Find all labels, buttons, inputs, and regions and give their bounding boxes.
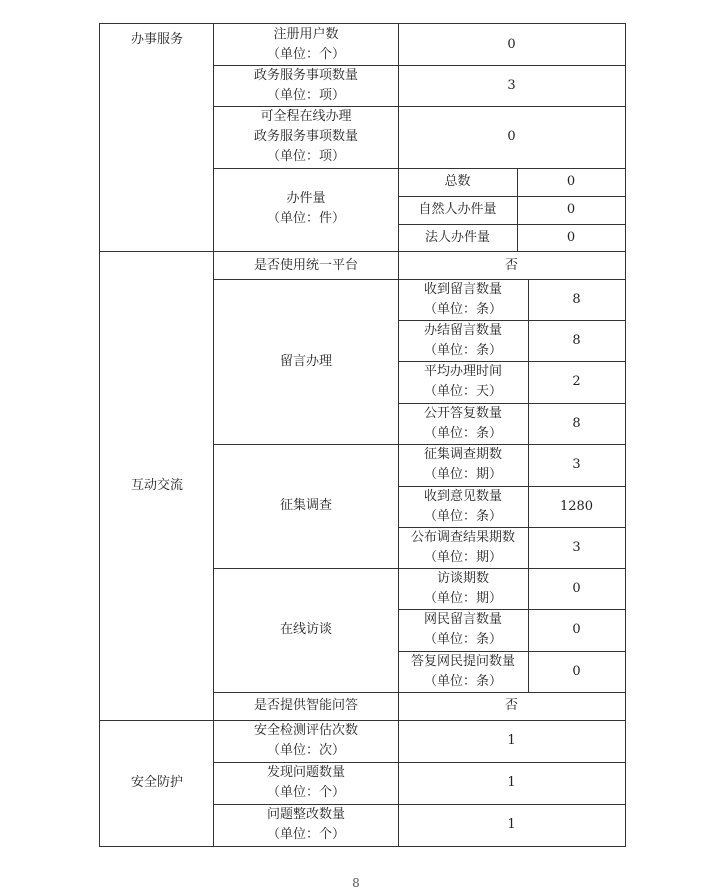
row-divider <box>214 279 626 280</box>
sub-label-text: 自然人办件量 <box>418 202 497 217</box>
value-text: 0 <box>566 230 576 245</box>
row-divider <box>398 651 626 652</box>
table-border-bottom <box>100 846 626 847</box>
sub-label-text: 答复网民提问数量 <box>410 653 515 669</box>
row-divider <box>214 762 626 763</box>
sub-label-unit: （单位：条） <box>423 508 502 524</box>
category-label: 办事服务 <box>130 32 183 47</box>
table-border-left <box>99 23 100 847</box>
row-divider <box>398 361 626 362</box>
sub-label-unit: （单位：条） <box>423 301 502 317</box>
table-border-right <box>625 23 626 847</box>
section-divider <box>100 720 626 721</box>
sub-label-survey-periods <box>398 444 528 486</box>
value-text: 1 <box>507 817 516 832</box>
value-text: 0 <box>507 129 516 144</box>
row-divider <box>214 444 626 445</box>
value-text: 0 <box>572 663 581 679</box>
value-text: 0 <box>566 202 576 217</box>
item-issues-fixed <box>214 804 398 846</box>
value-natural-person <box>517 196 625 224</box>
sub-label-total <box>398 168 517 196</box>
value-avg-time <box>528 361 625 403</box>
value-interview-periods <box>528 568 625 609</box>
category-service <box>100 24 214 250</box>
value-unified-platform <box>398 252 625 279</box>
value-text: 3 <box>507 77 516 93</box>
value-text: 3 <box>572 539 581 555</box>
sub-label-text: 收到留言数量 <box>423 281 502 297</box>
column-divider <box>213 23 214 847</box>
sub-label-text: 法人办件量 <box>424 230 490 245</box>
value-security-tests <box>398 720 625 762</box>
row-divider <box>398 403 626 404</box>
column-divider <box>517 168 518 252</box>
sub-label-unit: （单位：条） <box>423 342 502 358</box>
item-label: 征集调查 <box>279 498 332 513</box>
value-text: 1 <box>507 733 516 748</box>
value-text: 1280 <box>559 498 594 514</box>
value-issues-fixed <box>398 804 625 846</box>
value-text: 8 <box>572 415 581 431</box>
row-divider <box>398 224 626 225</box>
category-interaction <box>100 252 214 720</box>
row-divider <box>214 568 626 569</box>
value-online-service-count <box>398 106 625 168</box>
item-online-service-count <box>214 106 398 168</box>
item-smart-qa <box>214 692 398 720</box>
item-label: 安全检测评估次数 <box>253 723 358 738</box>
item-issues-found <box>214 762 398 804</box>
item-service-count <box>214 65 398 106</box>
value-text: 8 <box>572 332 581 348</box>
value-results-published <box>528 527 625 568</box>
item-label: 注册用户数 <box>273 26 339 42</box>
value-netizen-messages <box>528 609 625 651</box>
value-text: 3 <box>572 457 581 472</box>
value-survey-periods <box>528 444 625 486</box>
value-service-count <box>398 65 625 106</box>
sub-label-unit: （单位：条） <box>423 425 502 441</box>
sub-label-text: 公开答复数量 <box>423 405 502 421</box>
sub-label-legal-person <box>398 224 517 252</box>
row-divider <box>214 106 626 107</box>
sub-label-interview-periods <box>398 568 528 609</box>
item-unit: （单位：项） <box>266 149 345 164</box>
value-total <box>517 168 625 196</box>
value-issues-found <box>398 762 625 804</box>
item-security-tests <box>214 720 398 762</box>
row-divider <box>214 804 626 805</box>
item-unit: （单位：次） <box>266 743 345 758</box>
value-text: 0 <box>566 174 576 189</box>
sub-label-text: 访谈期数 <box>436 570 489 586</box>
item-label: 政务服务事项数量 <box>253 67 358 83</box>
value-registered-users <box>398 24 625 65</box>
item-unit: （单位：个） <box>266 46 345 62</box>
value-smart-qa <box>398 692 625 720</box>
value-text: 2 <box>572 374 581 389</box>
sub-label-questions-answered <box>398 651 528 692</box>
value-text: 0 <box>572 580 581 596</box>
sub-label-text: 总数 <box>444 174 471 189</box>
sub-label-unit: （单位：条） <box>423 673 502 689</box>
row-divider <box>214 692 626 693</box>
sub-label-unit: （单位：期） <box>423 467 502 482</box>
item-label: 发现问题数量 <box>266 765 345 780</box>
sub-label-netizen-messages <box>398 609 528 651</box>
item-unit: （单位：个） <box>266 785 345 800</box>
row-divider <box>214 168 626 169</box>
value-public-replies <box>528 403 625 444</box>
item-unit: （单位：项） <box>266 87 345 103</box>
sub-label-unit: （单位：期） <box>423 590 502 606</box>
row-divider <box>214 65 626 66</box>
sub-label-results-published <box>398 527 528 568</box>
value-text: 0 <box>507 36 516 52</box>
sub-label-unit: （单位：条） <box>423 632 502 647</box>
sub-label-text: 网民留言数量 <box>423 612 502 627</box>
sub-label-text: 办结留言数量 <box>423 322 502 338</box>
item-label: 是否提供智能问答 <box>253 698 358 713</box>
column-divider <box>398 23 399 847</box>
value-text: 否 <box>504 257 518 273</box>
value-opinions-received <box>528 486 625 527</box>
sub-label-text: 公布调查结果期数 <box>410 529 515 545</box>
sub-label-opinions-received <box>398 486 528 527</box>
item-survey <box>214 444 398 568</box>
sub-label-avg-time <box>398 361 528 403</box>
item-case-volume <box>214 168 398 250</box>
item-label: 问题整改数量 <box>266 807 345 822</box>
value-text: 0 <box>572 622 581 637</box>
category-security <box>100 720 214 846</box>
row-divider <box>398 486 626 487</box>
value-messages-received <box>528 279 625 320</box>
value-questions-answered <box>528 651 625 692</box>
value-text: 8 <box>572 291 581 307</box>
sub-label-text: 平均办理时间 <box>423 364 502 379</box>
sub-label-messages-closed <box>398 320 528 361</box>
item-unified-platform <box>214 252 398 279</box>
item-online-interview <box>214 568 398 692</box>
value-legal-person <box>517 224 625 252</box>
item-label: 办件量 <box>286 191 326 206</box>
sub-label-natural-person <box>398 196 517 224</box>
item-label: 留言办理 <box>279 353 332 369</box>
item-registered-users <box>214 24 398 65</box>
category-label: 互动交流 <box>130 478 183 493</box>
item-label: 政务服务事项数量 <box>253 129 358 144</box>
row-divider <box>398 609 626 610</box>
value-messages-closed <box>528 320 625 361</box>
sub-label-text: 收到意见数量 <box>423 488 502 504</box>
item-unit: （单位：个） <box>266 827 345 842</box>
sub-label-public-replies <box>398 403 528 444</box>
row-divider <box>398 320 626 321</box>
sub-label-unit: （单位：期） <box>423 549 502 565</box>
table-border-top <box>100 23 626 24</box>
item-label: 在线访谈 <box>279 622 332 637</box>
category-label: 安全防护 <box>130 775 183 790</box>
item-label: 是否使用统一平台 <box>253 257 358 273</box>
page-number: 8 <box>352 876 360 890</box>
item-message-handling <box>214 279 398 444</box>
sub-label-unit: （单位：天） <box>423 384 502 399</box>
value-text: 1 <box>507 775 516 790</box>
section-divider <box>100 251 626 252</box>
sub-label-messages-received <box>398 279 528 320</box>
item-unit: （单位：件） <box>266 211 345 226</box>
row-divider <box>398 196 626 197</box>
value-text: 否 <box>504 698 518 713</box>
sub-label-text: 征集调查期数 <box>423 447 502 462</box>
row-divider <box>398 527 626 528</box>
item-label: 可全程在线办理 <box>260 109 352 124</box>
